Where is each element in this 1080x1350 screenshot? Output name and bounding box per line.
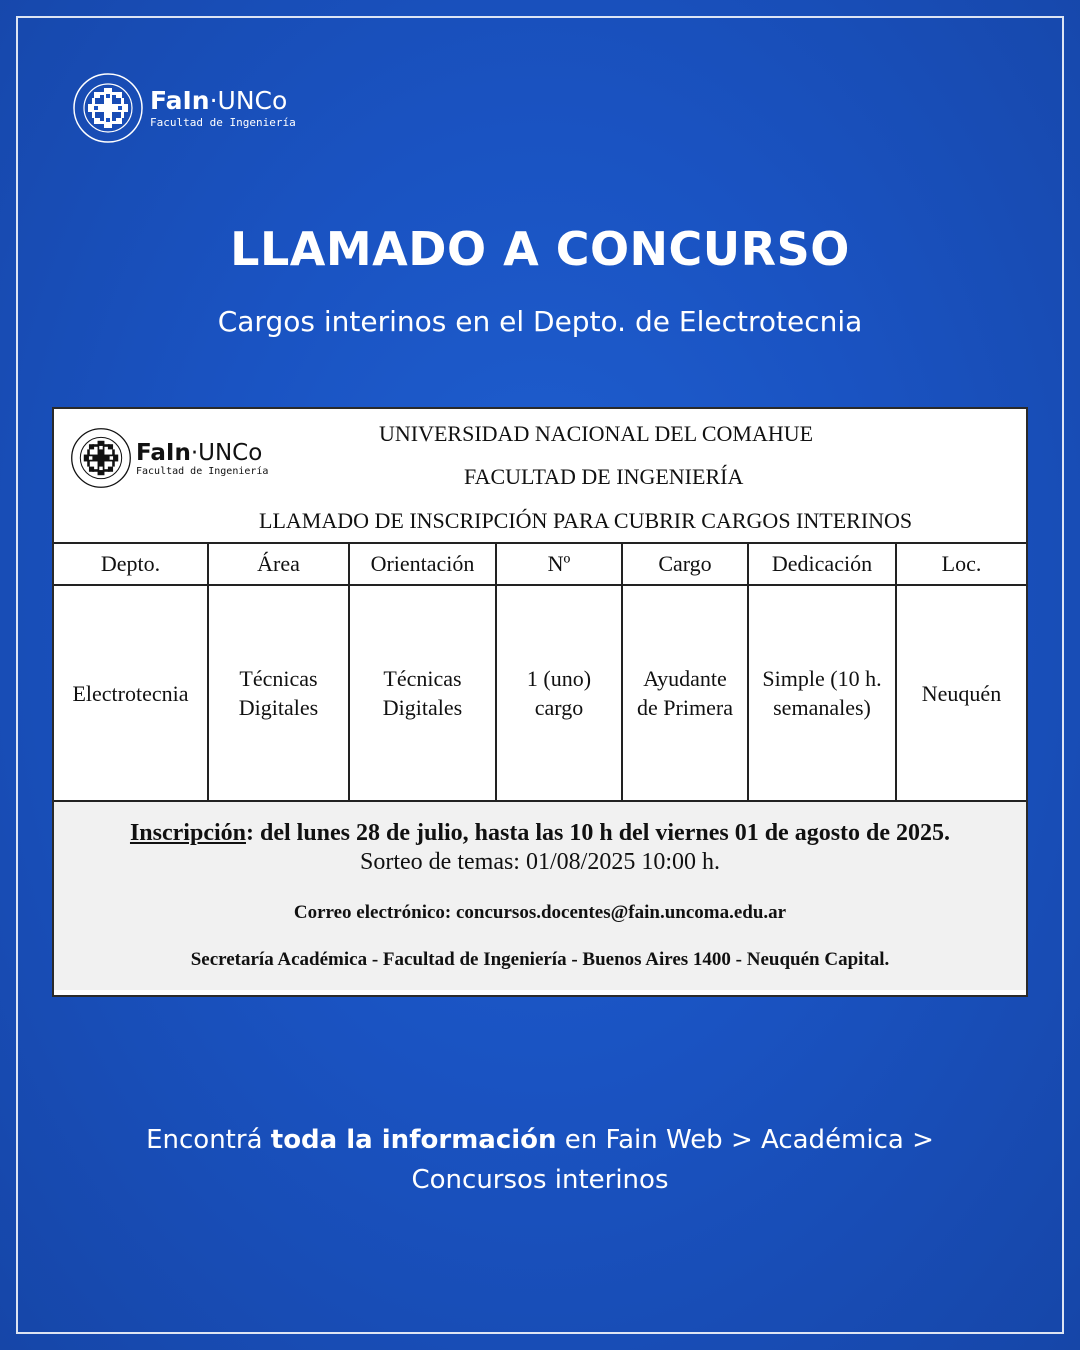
inscription-period: Inscripción: del lunes 28 de julio, hasta las 10 h del viernes 01 de agosto de 2025.	[129, 820, 951, 846]
info-footer	[0, 1120, 1080, 1200]
university-seal-icon	[70, 427, 132, 489]
document-brand-subtitle: Facultad de Ingeniería	[136, 465, 269, 477]
document-header	[54, 409, 1026, 544]
office-address: Secretaría Académica - Facultad de Ingeniería - Buenos Aires 1400 - Neuquén Capital.	[190, 949, 890, 970]
cell-numero: 1 (uno) cargo	[496, 585, 622, 801]
column-header: Depto.	[54, 544, 208, 585]
contact-email: Correo electrónico: concursos.docentes@fain.uncoma.edu.ar	[293, 902, 787, 923]
table-header-row	[54, 544, 1026, 585]
document-footer	[54, 802, 1026, 990]
info-line-2: Concursos interinos	[411, 1165, 669, 1195]
cell-dedicacion: Simple (10 h. semanales)	[748, 585, 896, 801]
cell-area: Técnicas Digitales	[208, 585, 349, 801]
university-seal-icon	[72, 72, 144, 144]
headline: LLAMADO A CONCURSO	[230, 222, 850, 276]
faculty-name: FACULTAD DE INGENIERÍA	[464, 464, 744, 489]
notice-document	[52, 407, 1028, 997]
notice-title: LLAMADO DE INSCRIPCIÓN PARA CUBRIR CARGOS INTERINOS	[259, 508, 913, 533]
column-header: Loc.	[896, 544, 1026, 585]
cell-cargo: Ayudante de Primera	[622, 585, 748, 801]
university-name: UNIVERSIDAD NACIONAL DEL COMAHUE	[379, 421, 814, 446]
column-header: Área	[208, 544, 349, 585]
cell-localidad: Neuquén	[896, 585, 1026, 801]
column-header: Nº	[496, 544, 622, 585]
table-row	[54, 585, 1026, 801]
cell-orientacion: Técnicas Digitales	[349, 585, 496, 801]
subheadline: Cargos interinos en el Depto. de Electrotecnia	[217, 305, 863, 338]
column-header: Cargo	[622, 544, 748, 585]
document-logo	[70, 427, 268, 489]
brand-subtitle: Facultad de Ingeniería	[150, 116, 296, 129]
cell-depto: Electrotecnia	[54, 585, 208, 801]
document-brand-name: FaIn·UNCo	[136, 439, 263, 466]
column-header: Orientación	[349, 544, 496, 585]
brand-name: FaIn·UNCo	[150, 86, 288, 115]
info-line-1: Encontrá toda la información en Fain Web > Académica >	[146, 1125, 934, 1155]
sorteo-date: Sorteo de temas: 01/08/2025 10:00 h.	[360, 849, 720, 875]
fain-logo	[72, 72, 296, 144]
column-header: Dedicación	[748, 544, 896, 585]
positions-table	[54, 544, 1026, 802]
